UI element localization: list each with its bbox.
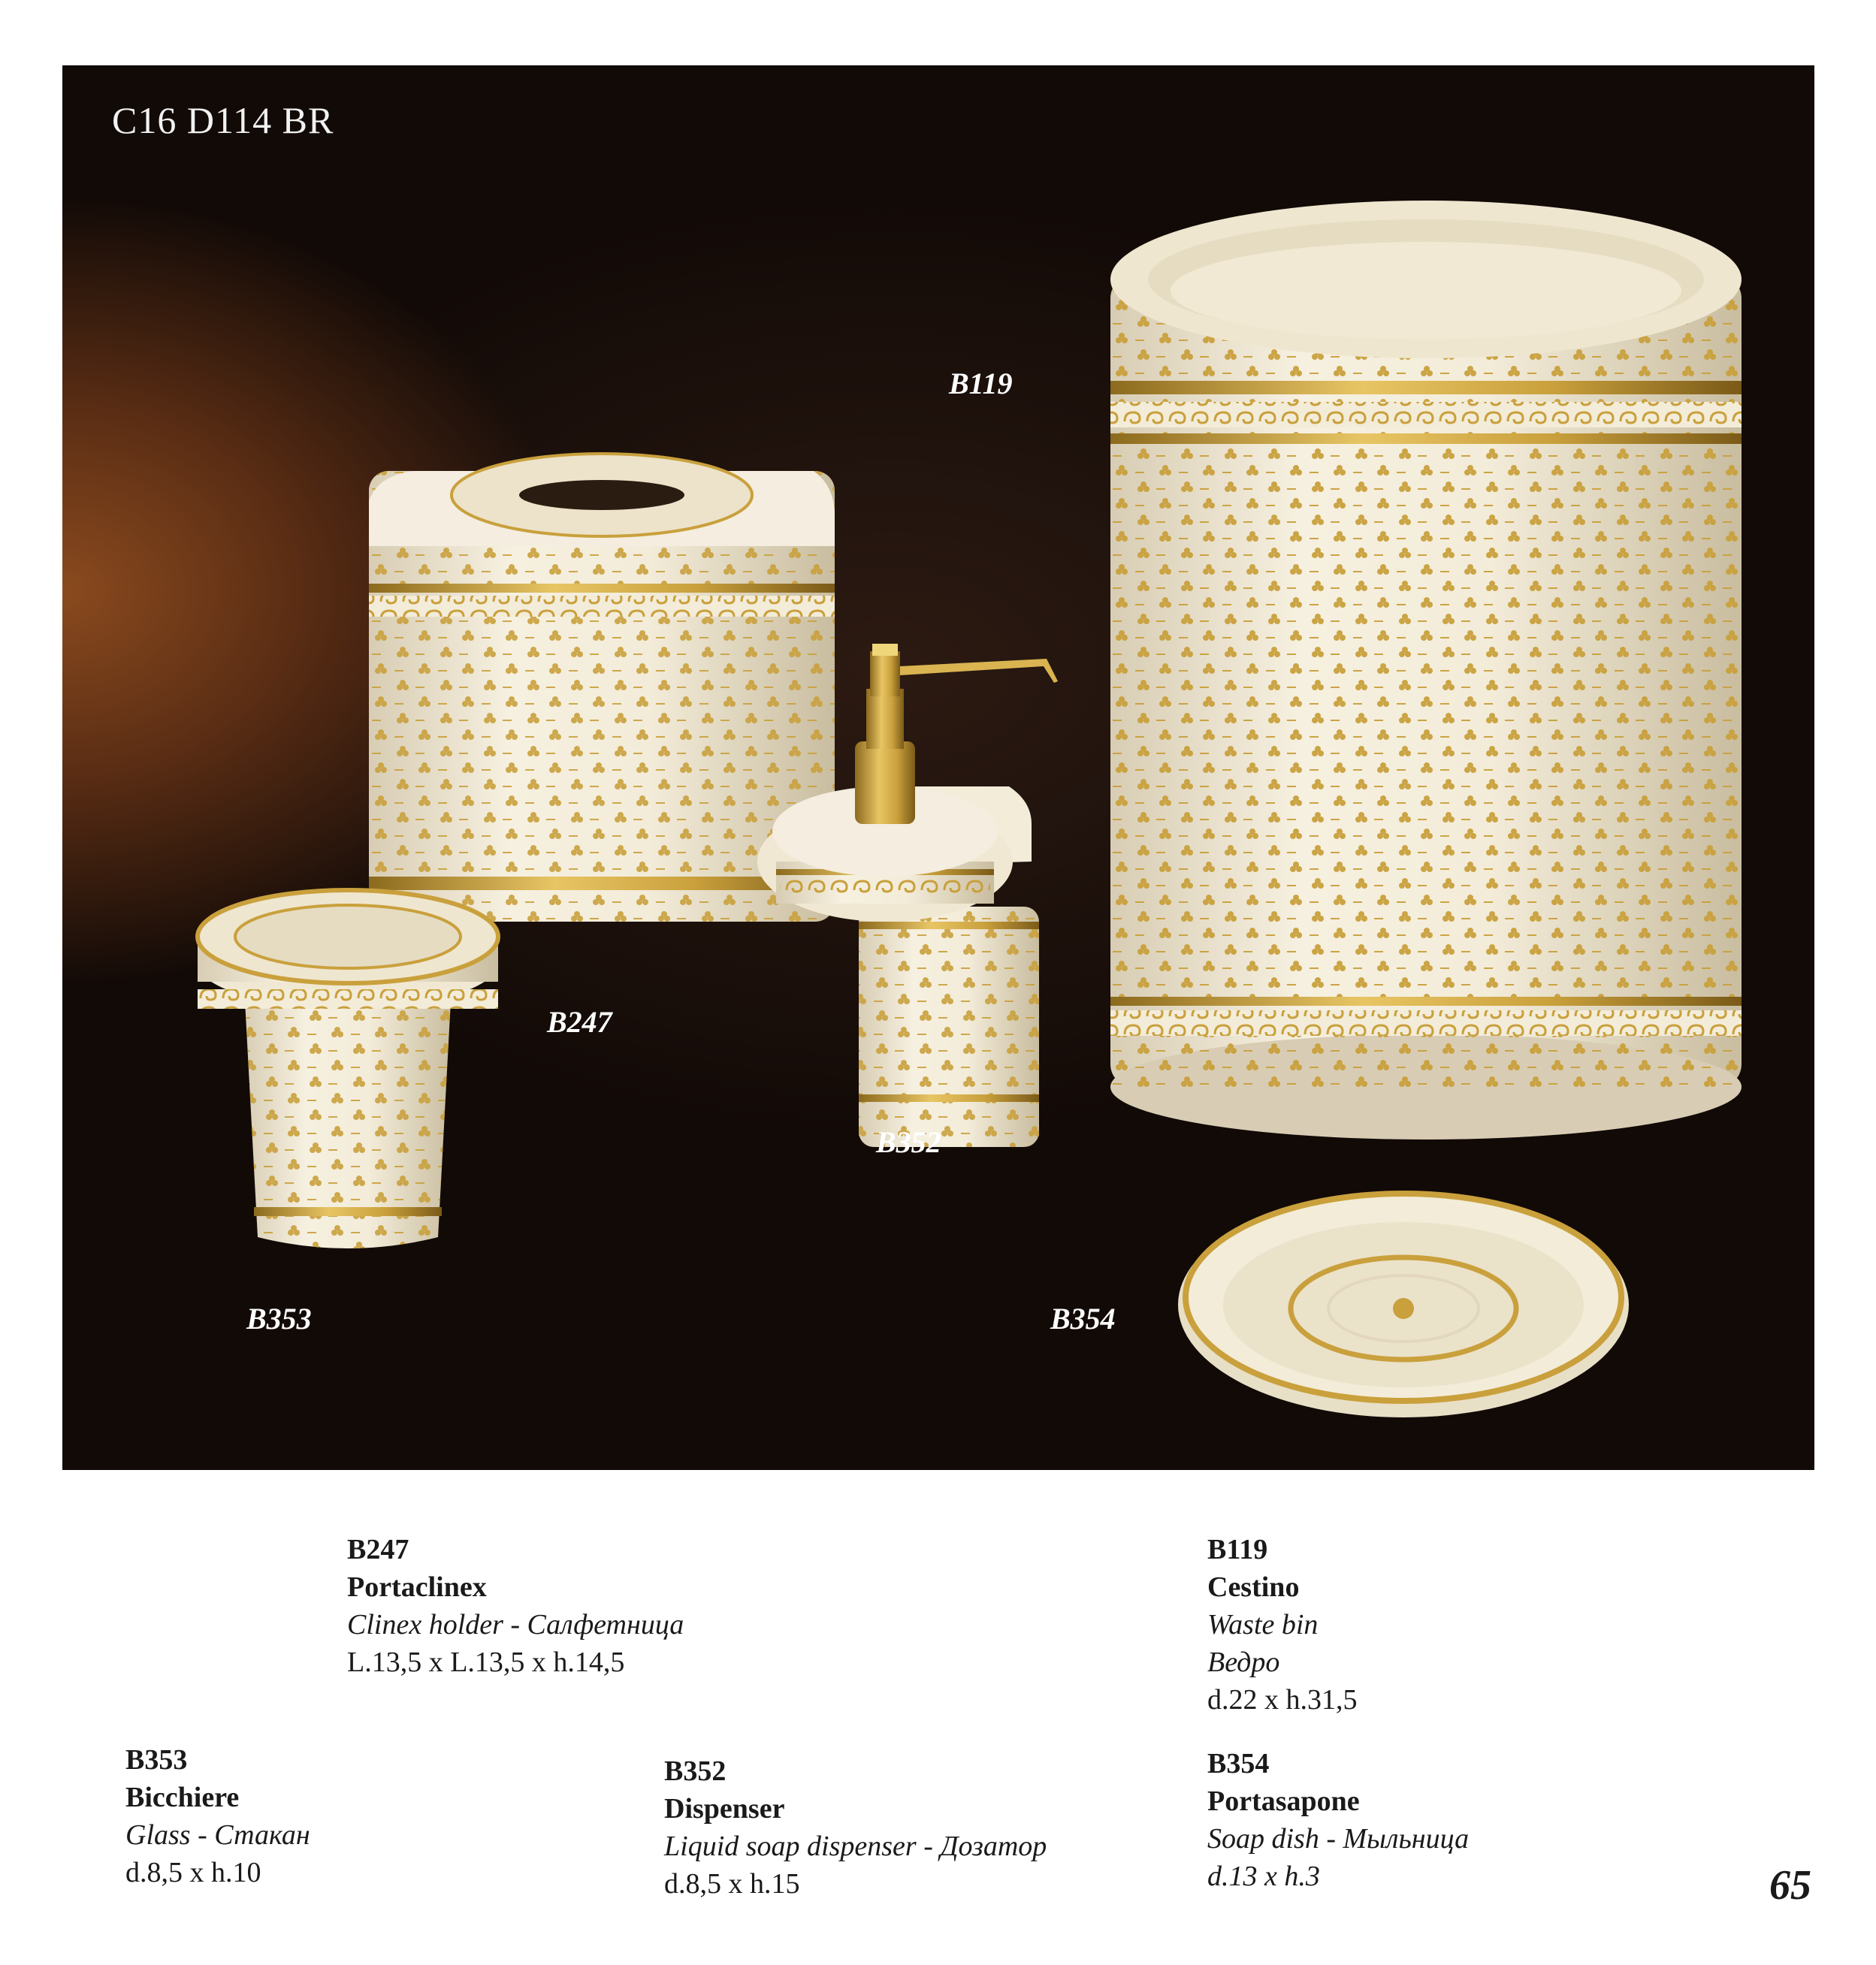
- product-dimensions: d.22 x h.31,5: [1207, 1684, 1358, 1716]
- label-b352: B352: [876, 1125, 941, 1159]
- product-subtitle: Clinex holder - Салфетница: [347, 1609, 684, 1641]
- product-subtitle-ru: Ведро: [1207, 1647, 1280, 1678]
- product-code: B353: [125, 1744, 188, 1776]
- product-dimensions: d.8,5 x h.10: [125, 1857, 261, 1888]
- product-subtitle: Liquid soap dispenser - Дозатор: [664, 1831, 1047, 1862]
- product-dimensions: d.13 x h.3: [1207, 1861, 1320, 1892]
- product-subtitle: Waste bin: [1207, 1609, 1319, 1641]
- product-desc-b353: [125, 1741, 310, 1891]
- product-desc-b354: [1207, 1745, 1469, 1895]
- label-b354: B354: [1050, 1302, 1116, 1336]
- glass-b353: [198, 890, 498, 1248]
- product-subtitle: Soap dish - Мыльница: [1207, 1823, 1470, 1855]
- product-code: B354: [1207, 1748, 1270, 1779]
- label-b119: B119: [949, 367, 1013, 400]
- product-subtitle: Glass - Стакан: [125, 1819, 310, 1851]
- product-name: Cestino: [1207, 1571, 1300, 1603]
- soap-dish-b354: [1178, 1192, 1629, 1417]
- waste-bin-b119: [1110, 201, 1742, 1139]
- product-code: B119: [1207, 1534, 1268, 1565]
- collection-code: C16 D114 BR: [112, 99, 334, 141]
- product-desc-b119: [1207, 1531, 1358, 1719]
- product-desc-b247: [347, 1531, 684, 1681]
- product-desc-b352: [664, 1752, 1047, 1903]
- product-code: B247: [347, 1534, 409, 1565]
- product-name: Dispenser: [664, 1793, 785, 1825]
- product-name: Bicchiere: [125, 1782, 240, 1813]
- product-code: B352: [664, 1755, 727, 1787]
- product-photo: [62, 65, 1814, 1470]
- product-dimensions: d.8,5 x h.15: [664, 1868, 800, 1900]
- product-dimensions: L.13,5 x L.13,5 x h.14,5: [347, 1647, 625, 1678]
- product-illustrations: [62, 65, 1814, 1470]
- product-name: Portaclinex: [347, 1571, 487, 1603]
- label-b353: B353: [246, 1302, 312, 1336]
- page-number: 65: [1769, 1862, 1811, 1909]
- label-b247: B247: [547, 1005, 612, 1039]
- product-name: Portasapone: [1207, 1785, 1360, 1817]
